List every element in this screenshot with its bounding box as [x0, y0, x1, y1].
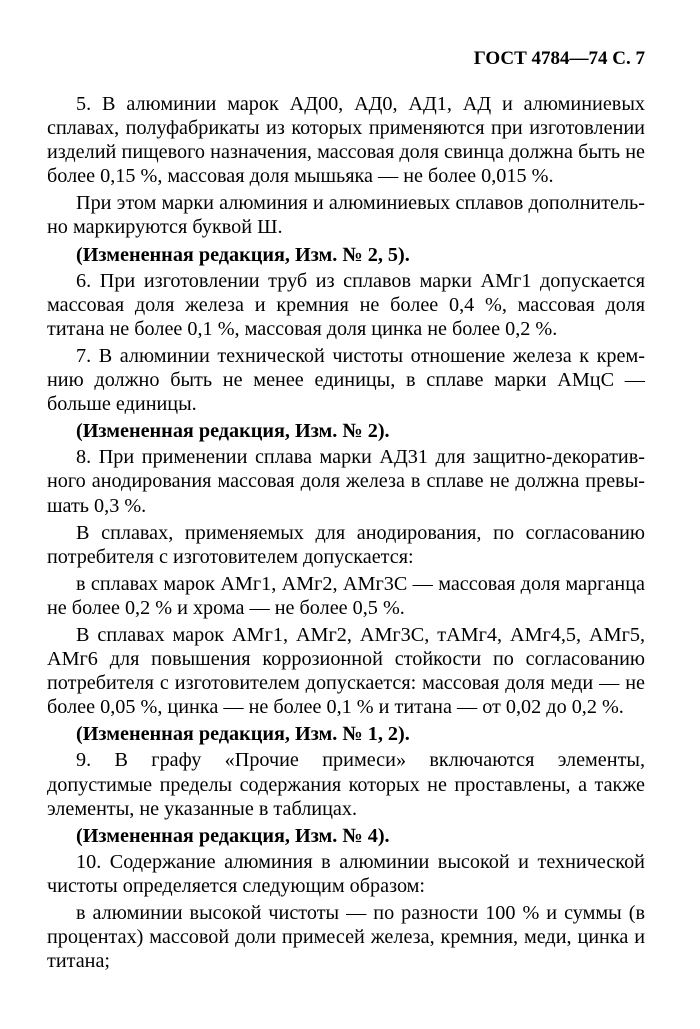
paragraph-8: 8. При применении сплава марки АД31 для защитно-декоративного анодирования массовая доля железа в сплаве не должна превышать 0,3 %. — [47, 446, 645, 517]
paragraph-5: 5. В алюминии марок АД00, АД0, АД1, АД и алюминиевых сплавах, полуфабрикаты из которых применяются при изготовлении изделий пищевого назначения, массовая доля свинца должна быть не более 0,15 %, массовая доля мышьяка — не более 0,015 %. — [47, 93, 645, 188]
paragraph-6: 6. При изготовлении труб из сплавов марки АМг1 допускается массовая доля железа и кремния не более 0,4 %, массовая доля титана не более 0,1 %, массовая доля цинка не более 0,2 %. — [47, 269, 645, 340]
paragraph-7: 7. В алюминии технической чистоты отношение железа к кремнию должно быть не менее единицы, в сплаве марки АМцС — больше единицы. — [47, 344, 645, 416]
paragraph-5-note: При этом марки алюминия и алюминиевых сплавов дополнительно маркируются буквой Ш. — [47, 192, 645, 239]
amendment-note: (Измененная редакция, Изм. № 2). — [76, 420, 390, 443]
paragraph-8-manganese: в сплавах марок АМг1, АМг2, АМг3С — массовая доля марганца не более 0,2 % и хрома — не более 0,5 %. — [47, 572, 645, 619]
document-body — [47, 92, 645, 973]
paragraph-10-high-purity: в алюминии высокой чистоты — по разности 100 % и суммы (в процентах) массовой доли примесей железа, кремния, меди, цинка и титана; — [47, 902, 645, 973]
document-page — [47, 0, 645, 1029]
amendment-note: (Измененная редакция, Изм. № 2, 5). — [76, 243, 410, 266]
paragraph-10: 10. Содержание алюминия в алюминии высокой и технической чистоты определяется следующим образом: — [47, 850, 645, 897]
paragraph-8-corrosion: В сплавах марок АМг1, АМг2, АМг3С, тАМг4, АМг4,5, АМг5, АМг6 для повышения коррозионной стойкости по согласованию потребителя с изготовителем допускается: массовая доля меди — не более 0,05 %, цинка — не более 0,1 % и титана — от 0,02 до 0,2 %. — [47, 623, 645, 719]
paragraph-9: 9. В графу «Прочие примеси» включаются элементы, допустимые пределы содержания которых не проставлены, а также элементы, не указанные в таблицах. — [47, 749, 645, 820]
paragraph-8-anodizing: В сплавах, применяемых для анодирования, по согласованию потребителя с изготовителем допускается: — [47, 521, 645, 568]
running-header: ГОСТ 4784—74 С. 7 — [473, 48, 645, 69]
amendment-note: (Измененная редакция, Изм. № 1, 2). — [76, 723, 410, 746]
amendment-note: (Измененная редакция, Изм. № 4). — [76, 824, 390, 847]
